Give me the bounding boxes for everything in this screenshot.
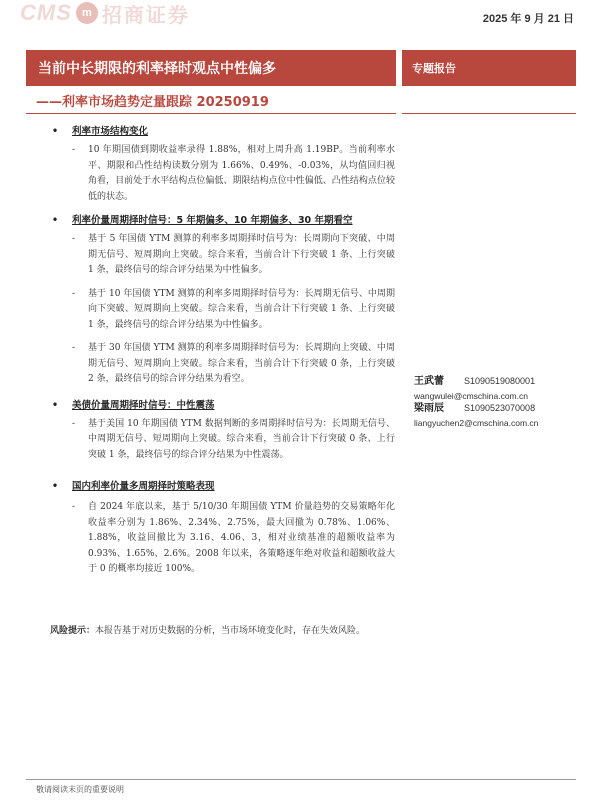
section-heading: • 美债价量周期择时信号：中性震荡 [52, 399, 215, 411]
section-cn-timing [50, 213, 395, 388]
risk-disclosure [50, 623, 395, 639]
dash-icon: - [72, 145, 76, 155]
brand-logo [20, 0, 190, 26]
section-us-timing [50, 398, 395, 464]
section-paragraph: - 10 年期国债到期收益率录得 1.88%，相对上周升高 1.19BP。当前利率水平、期限和凸性结构读数分别为 1.66%、0.49%、-0.03%，从均值回归视角看，目前处于水平结构点位偏低、期限结构点位中性偏低、凸性结构点位较低的状态。 [72, 145, 395, 202]
brand-cms-text: CMS [20, 0, 72, 25]
dash-icon: - [72, 288, 76, 299]
risk-text: 本报告基于对历史数据的分析，当市场环境变化时，存在失效风险。 [95, 626, 366, 636]
section-rate-structure [50, 124, 395, 205]
analyst-card [414, 371, 535, 401]
analyst-license: S1090519080001 [464, 376, 536, 386]
brand-seal-icon: m [76, 2, 98, 24]
section-paragraph: - 自 2024 年底以来，基于 5/10/30 年期国债 YTM 价量趋势的交易策略年化收益率分别为 1.86%、2.34%、2.75%，最大回撤为 0.78%、1.06%、1.88%，收益回撤比为 3.16、4.06、3，相对业绩基准的超额收益率为 0.93%、1.65%、2.6%。2008 年以来，各策略逐年绝对收益和超额收益大于 0 的概率均接近 100%。 [72, 502, 395, 574]
risk-label: 风险提示： [50, 626, 96, 636]
bullet-icon: • [52, 481, 59, 492]
section-strategy-performance [50, 479, 395, 578]
report-subtitle: ——利率市场趋势定量跟踪 20250919 [36, 95, 269, 110]
section-heading: • 利率价量周期择时信号：5 年期偏多、10 年期偏多、30 年期看空 [52, 215, 353, 226]
analyst-card [414, 398, 538, 428]
bullet-icon: • [52, 399, 59, 411]
bullet-icon: • [52, 215, 59, 226]
summary-content [50, 124, 395, 578]
section-heading: • 国内利率价量多周期择时策略表现 [52, 481, 215, 492]
analyst-license: S1090523070008 [464, 403, 536, 413]
section-paragraph: - 基于 30 年国债 YTM 测算的利率多周期择时信号为：长周期向上突破、中周期无信号、短周期向上突破。综合来看，当前合计下行突破 0 条，上行突破 2 条，最终信号的综合评分结果为看空。 [72, 343, 395, 384]
dash-icon: - [72, 502, 76, 512]
analyst-name: 梁雨辰 [414, 403, 444, 414]
dash-icon: - [72, 234, 76, 244]
brand-cn-text: 招商证券 [101, 2, 190, 27]
section-paragraph: - 基于 5 年国债 YTM 测算的利率多周期择时信号为：长周期向下突破、中周期无信号、短周期向上突破。综合来看，当前合计下行突破 1 条、上行突破 1 条，最终信号的综合评分结果为中性偏多。 [72, 234, 395, 275]
analyst-email[interactable]: wangwulei@cmschina.com.cn [414, 391, 528, 401]
footer-divider [26, 779, 576, 780]
sidebar-divider [402, 113, 576, 114]
section-paragraph: - 基于美国 10 年期国债 YTM 数据判断的多周期择时信号为：长周期无信号、中周期无信号、短周期向上突破。综合来看，当前合计下行突破 0 条、上行突破 1 条，最终信号的综合评分结果为中性震荡。 [72, 418, 395, 460]
title-divider [26, 113, 396, 114]
report-type-text: 专题报告 [412, 62, 456, 75]
report-date: 2025 年 9 月 21 日 [482, 13, 574, 25]
bullet-icon: • [52, 126, 59, 137]
report-type-tag [402, 50, 576, 86]
dash-icon: - [72, 343, 76, 353]
footer-note: 敬请阅读末页的重要说明 [36, 785, 124, 794]
report-title [26, 50, 396, 86]
analyst-email[interactable]: liangyuchen2@cmschina.com.cn [414, 418, 539, 428]
analyst-name: 王武蕾 [414, 376, 444, 387]
dash-icon: - [72, 418, 76, 429]
section-heading: • 利率市场结构变化 [52, 126, 149, 137]
report-title-text: 当前中长期限的利率择时观点中性偏多 [38, 61, 276, 77]
section-paragraph: - 基于 10 年国债 YTM 测算的利率多周期择时信号为：长周期无信号、中周期向下突破、短周期向上突破。综合来看，当前合计下行突破 1 条、上行突破 1 条，最终信号的综合评分结果为中性偏多。 [72, 288, 395, 330]
